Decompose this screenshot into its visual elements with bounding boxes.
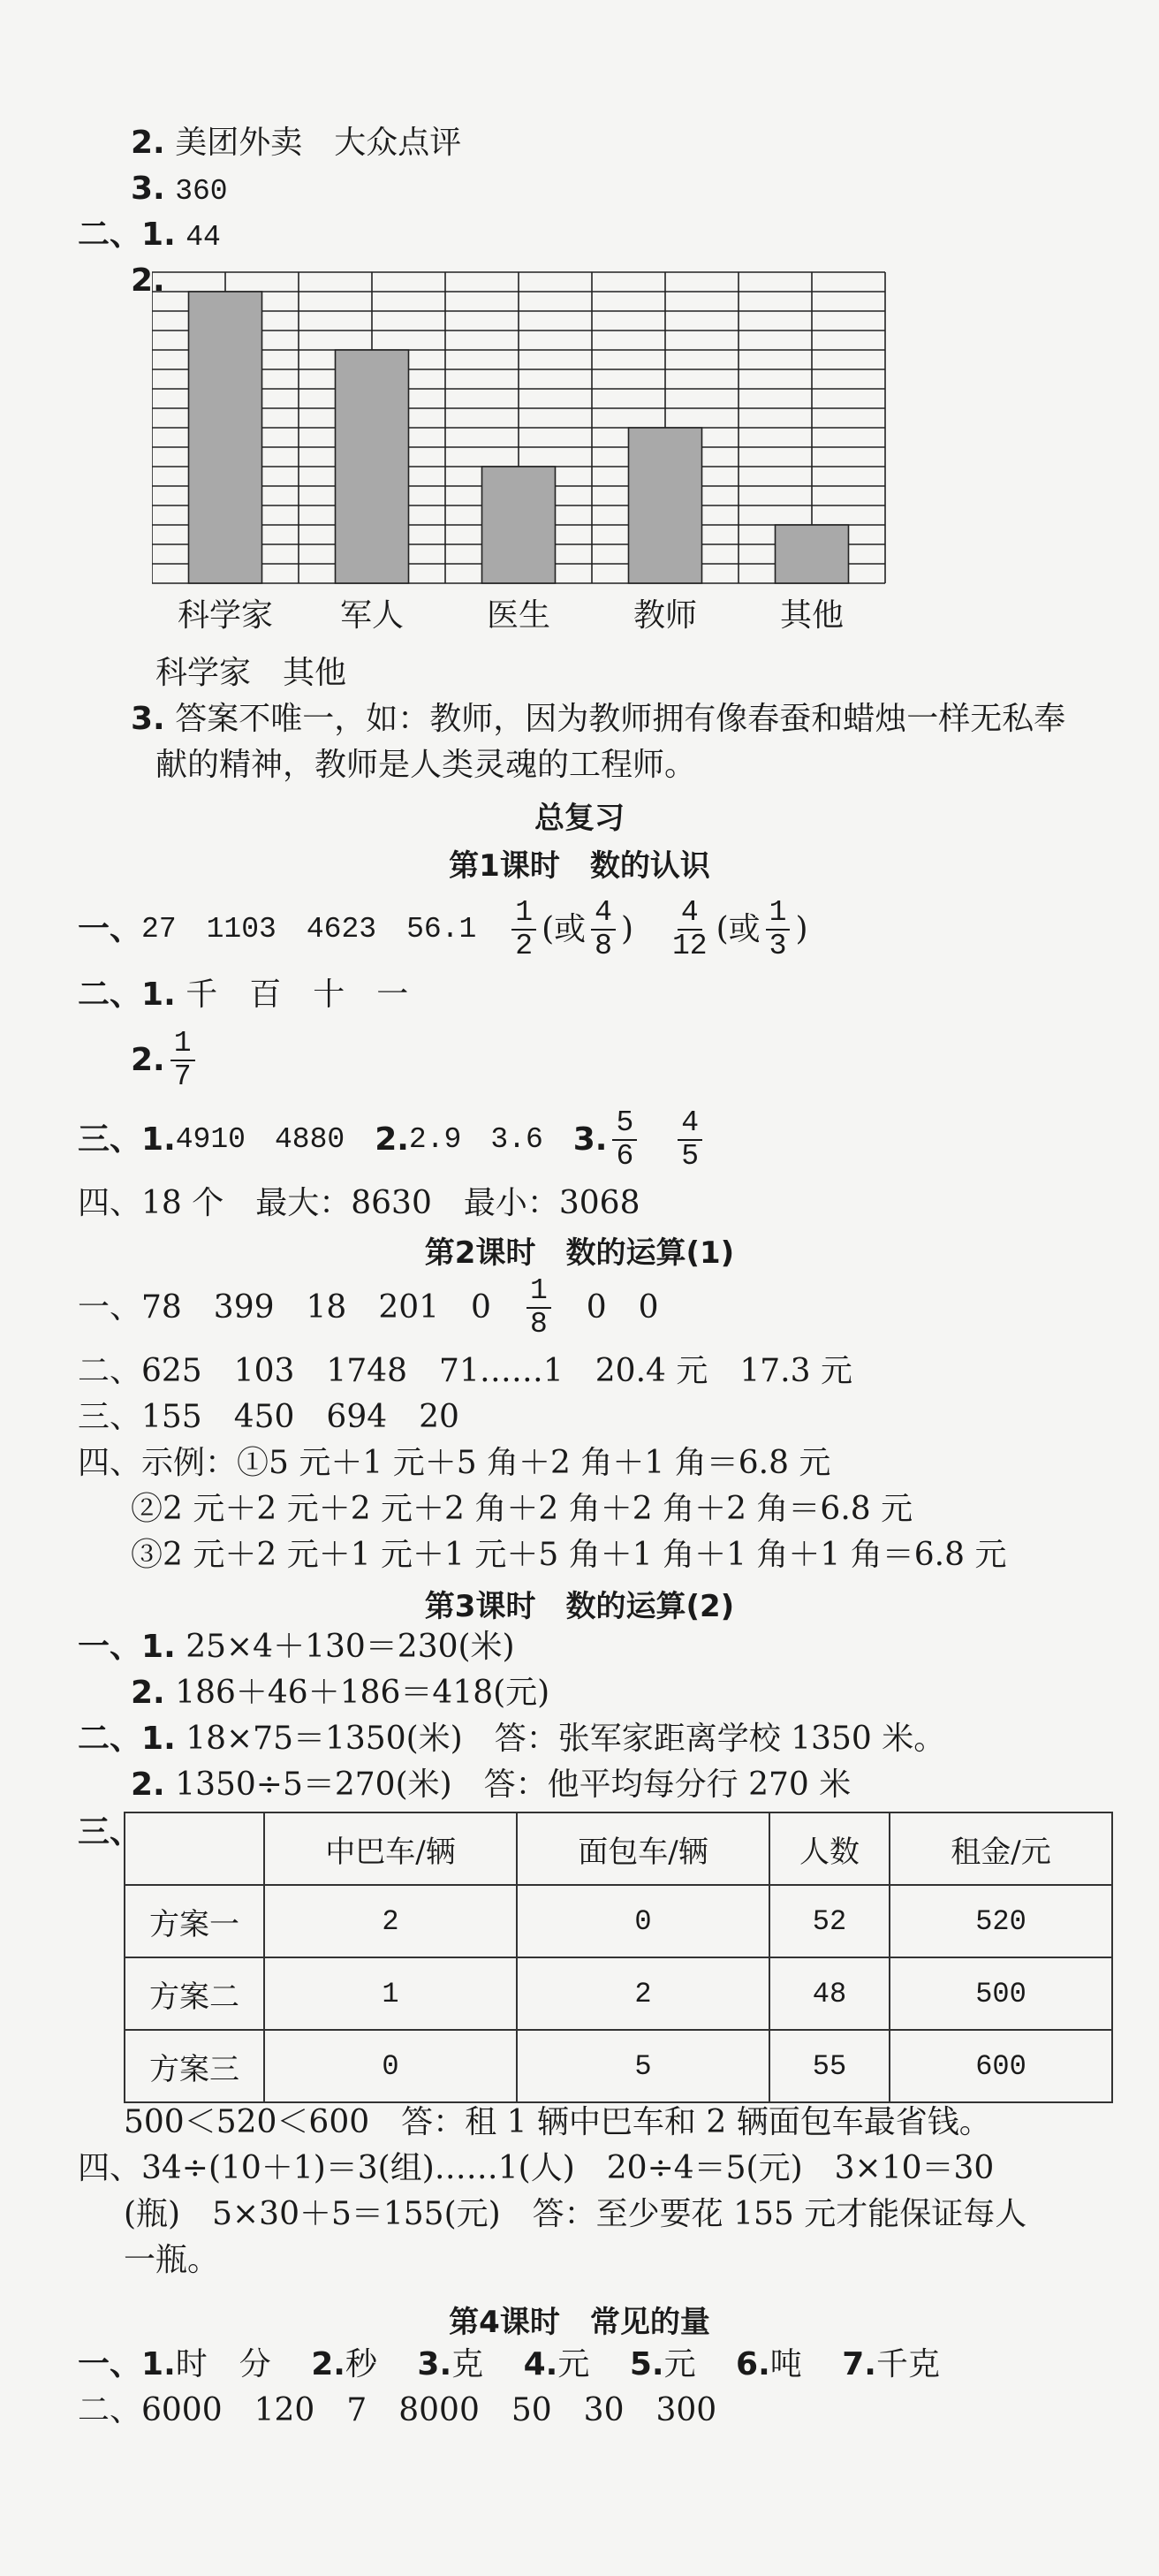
table-cell: 1 — [264, 1957, 517, 2030]
table-cell: 52 — [769, 1885, 890, 1957]
answer-text: 0 0 — [586, 1289, 659, 1326]
table-cell: 520 — [890, 1885, 1112, 1957]
chart-answer: 科学家 其他 — [155, 655, 347, 691]
answer-text: 吨 — [769, 2346, 802, 2382]
item-number: 1. — [141, 1721, 176, 1757]
lesson2-section-1 — [78, 1273, 659, 1343]
lesson3-section-2 — [78, 1720, 945, 1759]
lesson3-section-4-line-2: (瓶) 5×30＋5＝155(元) 答：至少要花 155 元才能保证每人 — [124, 2196, 1027, 2232]
answer-text: 美团外卖 大众点评 — [175, 125, 462, 161]
x-tick-label: 科学家 — [177, 597, 274, 634]
item-number: 2. — [131, 125, 165, 161]
lesson1-section-1 — [78, 894, 808, 965]
bar-科学家 — [189, 292, 262, 583]
item-number: 3. — [572, 1121, 608, 1158]
answer-number: 1103 — [206, 913, 276, 946]
answer-text: 秒 — [345, 2346, 377, 2382]
table-cell: 600 — [890, 2030, 1112, 2102]
fraction-numerator: 5 — [612, 1107, 637, 1141]
x-tick-label: 其他 — [779, 597, 845, 634]
fraction — [591, 897, 616, 962]
section-prefix: 一、 — [78, 1629, 142, 1665]
answer-text: 千克 — [875, 2346, 940, 2382]
table-cell: 2 — [517, 1957, 769, 2030]
section-prefix: 二、 — [78, 217, 142, 253]
fraction-numerator: 1 — [526, 1275, 551, 1309]
lesson1-section-4: 四、18 个 最大：8630 最小：3068 — [78, 1185, 640, 1221]
table-header-cell: 人数 — [769, 1812, 890, 1885]
table-header-cell — [125, 1812, 264, 1885]
table-header-cell: 面包车/辆 — [517, 1812, 769, 1885]
answer-text: 元 — [557, 2346, 590, 2382]
answer-text: 元 — [663, 2346, 696, 2382]
lesson2-section-2: 二、625 103 1748 71……1 20.4 元 17.3 元 — [78, 1353, 852, 1389]
item-number: 3. — [131, 701, 165, 737]
fraction-numerator: 1 — [511, 897, 536, 931]
lesson-4-title: 第4课时 常见的量 — [449, 2305, 710, 2340]
chart-x-labels — [178, 597, 844, 634]
fraction — [612, 1107, 637, 1173]
rental-plan-table — [124, 1812, 1113, 2103]
fraction-numerator: 4 — [678, 1107, 702, 1141]
table-cell: 2 — [264, 1885, 517, 1957]
fraction — [766, 897, 791, 962]
section-prefix: 二、 — [78, 976, 142, 1013]
answer-number: 56.1 — [406, 913, 477, 946]
lesson1-section-3 — [78, 1105, 708, 1175]
table-header-cell: 租金/元 — [890, 1812, 1112, 1885]
fraction-denominator: 2 — [515, 930, 534, 962]
q3-text: 答案不唯一，如：教师，因为教师拥有像春蚕和蜡烛一样无私奉 — [175, 701, 1066, 737]
lesson3-section-1b — [131, 1674, 549, 1713]
answer-text: 2.9 3.6 — [408, 1123, 543, 1156]
lesson2-section-4-line-2: ②2 元＋2 元＋2 元＋2 角＋2 角＋2 角＋2 角＝6.8 元 — [131, 1491, 913, 1527]
table-row — [125, 2030, 1112, 2102]
fraction-denominator: 5 — [681, 1140, 700, 1173]
item-number: 1. — [141, 2346, 176, 2382]
table-cell: 方案三 — [125, 2030, 264, 2102]
fraction-denominator: 8 — [595, 930, 612, 962]
item-number: 6. — [736, 2346, 770, 2382]
fraction — [170, 1028, 195, 1093]
q3-line-2: 献的精神，教师是人类灵魂的工程师。 — [155, 747, 697, 783]
table-cell: 方案二 — [125, 1957, 264, 2030]
lesson3-section-3-answer: 500＜520＜600 答：租 1 辆中巴车和 2 辆面包车最省钱。 — [124, 2104, 991, 2140]
table-cell: 48 — [769, 1957, 890, 2030]
item-number: 2. — [311, 2346, 345, 2382]
bar-医生 — [482, 467, 556, 583]
lesson4-section-1 — [78, 2345, 940, 2384]
fraction-numerator: 1 — [170, 1028, 195, 1061]
section-2-line-1 — [78, 216, 221, 257]
answer-line-2 — [131, 124, 461, 163]
table-cell: 55 — [769, 2030, 890, 2102]
section-prefix: 二、 — [78, 1721, 142, 1757]
lesson2-section-4-line-3: ③2 元＋2 元＋1 元＋1 元＋5 角＋1 角＋1 角＋1 角＝6.8 元 — [131, 1537, 1007, 1573]
fraction-denominator: 8 — [529, 1308, 548, 1341]
bar-军人 — [336, 350, 409, 583]
fraction — [669, 897, 711, 962]
fraction-denominator: 6 — [616, 1140, 634, 1173]
section-prefix: 一、 — [78, 911, 142, 947]
lesson4-section-2: 二、6000 120 7 8000 50 30 300 — [78, 2392, 717, 2428]
answer-text: 千 百 十 一 — [186, 976, 409, 1013]
section-prefix: 三、 — [78, 1814, 142, 1850]
item-number: 1. — [141, 1629, 176, 1665]
table-cell: 500 — [890, 1957, 1112, 2030]
lesson3-section-2b — [131, 1766, 851, 1805]
fraction-denominator: 3 — [769, 930, 787, 962]
table-row — [125, 1885, 1112, 1957]
answer-text: 一、78 399 18 201 0 — [78, 1289, 491, 1326]
alt-close: ) — [795, 911, 808, 947]
lesson3-section-4-line-1: 四、34÷(10＋1)＝3(组)……1(人) 20÷4＝5(元) 3×10＝30 — [78, 2150, 995, 2186]
lesson3-section-1 — [78, 1628, 515, 1667]
answer-text: 44 — [186, 221, 221, 254]
alt-close: ) — [620, 911, 633, 947]
item-number: 7. — [842, 2346, 876, 2382]
answer-number: 27 — [141, 913, 177, 946]
answer-text: 4910 4880 — [175, 1123, 345, 1156]
fraction-numerator: 4 — [678, 897, 702, 931]
item-number: 1. — [141, 976, 176, 1013]
section-prefix: 三、 — [78, 1121, 142, 1158]
item-number: 4. — [523, 2346, 558, 2382]
lesson2-section-4-line-1: 四、示例：①5 元＋1 元＋5 角＋2 角＋1 角＝6.8 元 — [78, 1445, 831, 1481]
item-number: 2. — [131, 1675, 165, 1711]
fraction-numerator: 4 — [591, 897, 616, 931]
item-number: 2. — [375, 1121, 409, 1158]
answer-number: 4623 — [306, 913, 377, 946]
bar-chart — [152, 265, 894, 672]
item-number: 1. — [141, 1121, 176, 1158]
answer-text: 25×4＋130＝230(米) — [186, 1629, 515, 1665]
lesson1-section-2 — [78, 976, 408, 1014]
item-number: 2. — [131, 1042, 165, 1078]
x-tick-label: 医生 — [486, 597, 551, 634]
item-number: 2. — [131, 1767, 165, 1803]
lesson2-section-3: 三、155 450 694 20 — [78, 1399, 459, 1435]
item-number: 5. — [629, 2346, 664, 2382]
q3-line-1 — [131, 700, 1065, 739]
x-tick-label: 教师 — [633, 597, 698, 634]
lesson3-section-4-line-3: 一瓶。 — [124, 2242, 220, 2278]
fraction — [526, 1275, 551, 1341]
x-tick-label: 军人 — [339, 597, 405, 634]
item-number: 2. — [131, 262, 165, 299]
table-cell: 5 — [517, 2030, 769, 2102]
fraction — [511, 897, 536, 962]
answer-text: 360 — [175, 175, 228, 208]
alt-open: (或 — [716, 911, 761, 947]
fraction-denominator: 7 — [173, 1060, 192, 1093]
answer-text: 克 — [451, 2346, 484, 2382]
table-header-cell: 中巴车/辆 — [264, 1812, 517, 1885]
table-row — [125, 1957, 1112, 2030]
fraction — [678, 1107, 702, 1173]
answer-text: 186＋46＋186＝418(元) — [175, 1675, 550, 1711]
table-cell: 方案一 — [125, 1885, 264, 1957]
review-title: 总复习 — [534, 801, 625, 836]
item-number: 3. — [417, 2346, 452, 2382]
bar-教师 — [629, 428, 702, 583]
fraction-denominator: 12 — [672, 930, 708, 962]
section-prefix: 一、 — [78, 2346, 142, 2382]
answer-text: 时 分 — [175, 2346, 271, 2382]
lesson-3-title: 第3课时 数的运算(2) — [424, 1589, 735, 1624]
answer-line-3 — [131, 170, 228, 211]
table-cell: 0 — [264, 2030, 517, 2102]
lesson1-section-2b — [131, 1025, 201, 1096]
answer-text: 18×75＝1350(米) 答：张军家距离学校 1350 米。 — [186, 1721, 946, 1757]
fraction-numerator: 1 — [766, 897, 791, 931]
answer-text: 1350÷5＝270(米) 答：他平均每分行 270 米 — [175, 1767, 852, 1803]
lesson-1-title: 第1课时 数的认识 — [449, 848, 710, 884]
table-cell: 0 — [517, 1885, 769, 1957]
table-header-row — [125, 1812, 1112, 1885]
bar-其他 — [776, 525, 849, 583]
lesson-2-title: 第2课时 数的运算(1) — [424, 1235, 735, 1271]
alt-open: (或 — [542, 911, 587, 947]
item-number: 1. — [141, 217, 176, 253]
item-number: 3. — [131, 171, 165, 207]
